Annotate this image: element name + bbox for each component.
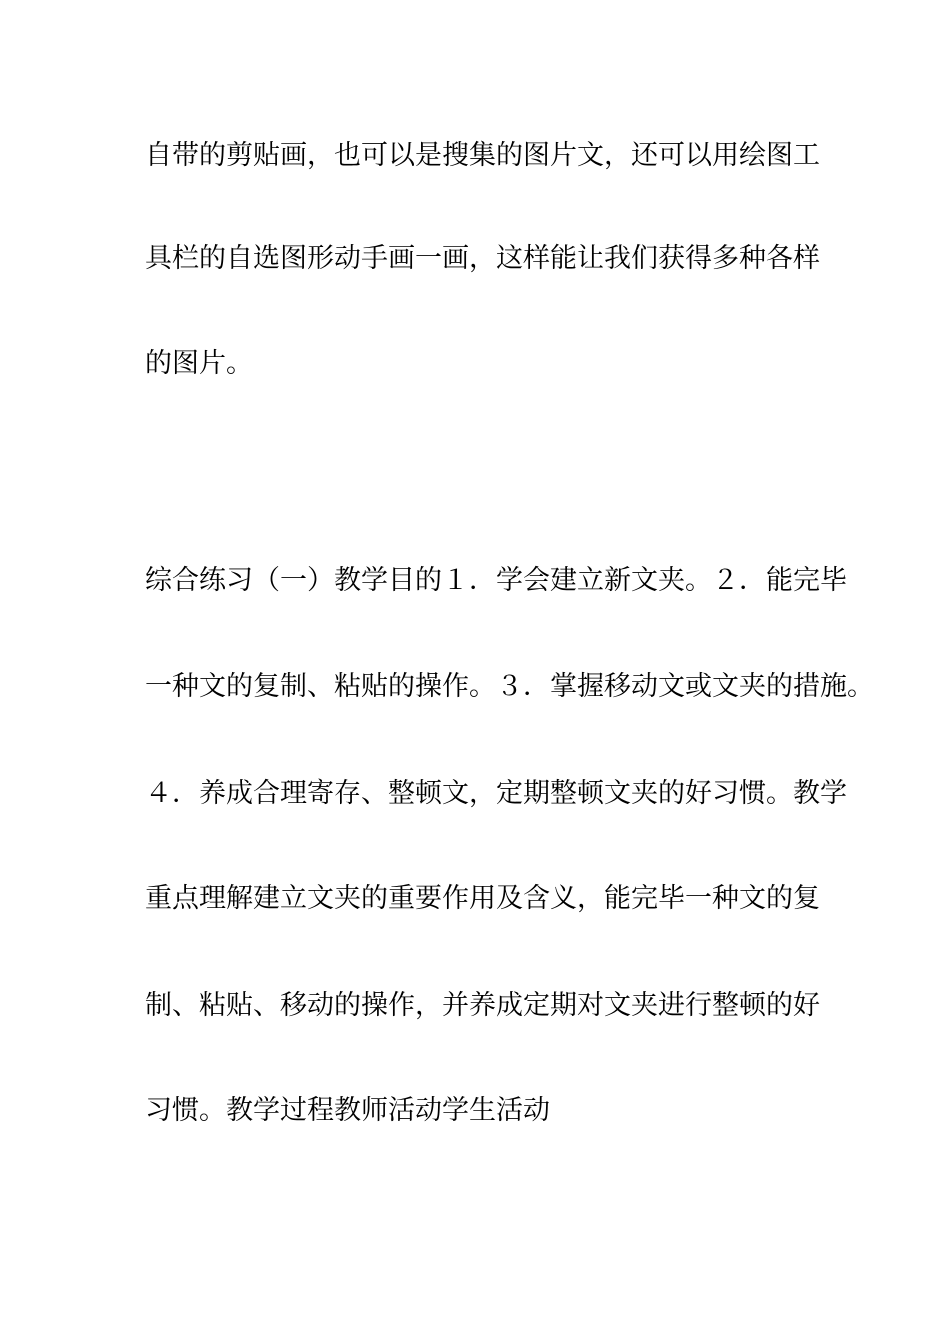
paragraph-line: 自带的剪贴画，也可以是搜集的图片文，还可以用绘图工 [145, 140, 820, 171]
paragraph-line: 制、粘贴、移动的操作，并养成定期对文夹进行整顿的好 [145, 990, 820, 1021]
paragraph-line: 重点理解建立文夹的重要作用及含义，能完毕一种文的复 [145, 883, 820, 914]
paragraph-line: 综合练习（一）教学目的１．学会建立新文夹。２．能完毕 [145, 565, 847, 596]
paragraph-line: 的图片。 [145, 348, 253, 379]
paragraph-line: 一种文的复制、粘贴的操作。３．掌握移动文或文夹的措施。 [145, 671, 874, 702]
paragraph-line: 具栏的自选图形动手画一画，这样能让我们获得多种各样 [145, 243, 820, 274]
paragraph-line: ４．养成合理寄存、整顿文，定期整顿文夹的好习惯。教学 [145, 778, 847, 809]
paragraph-line: 习惯。教学过程教师活动学生活动 [145, 1095, 550, 1126]
